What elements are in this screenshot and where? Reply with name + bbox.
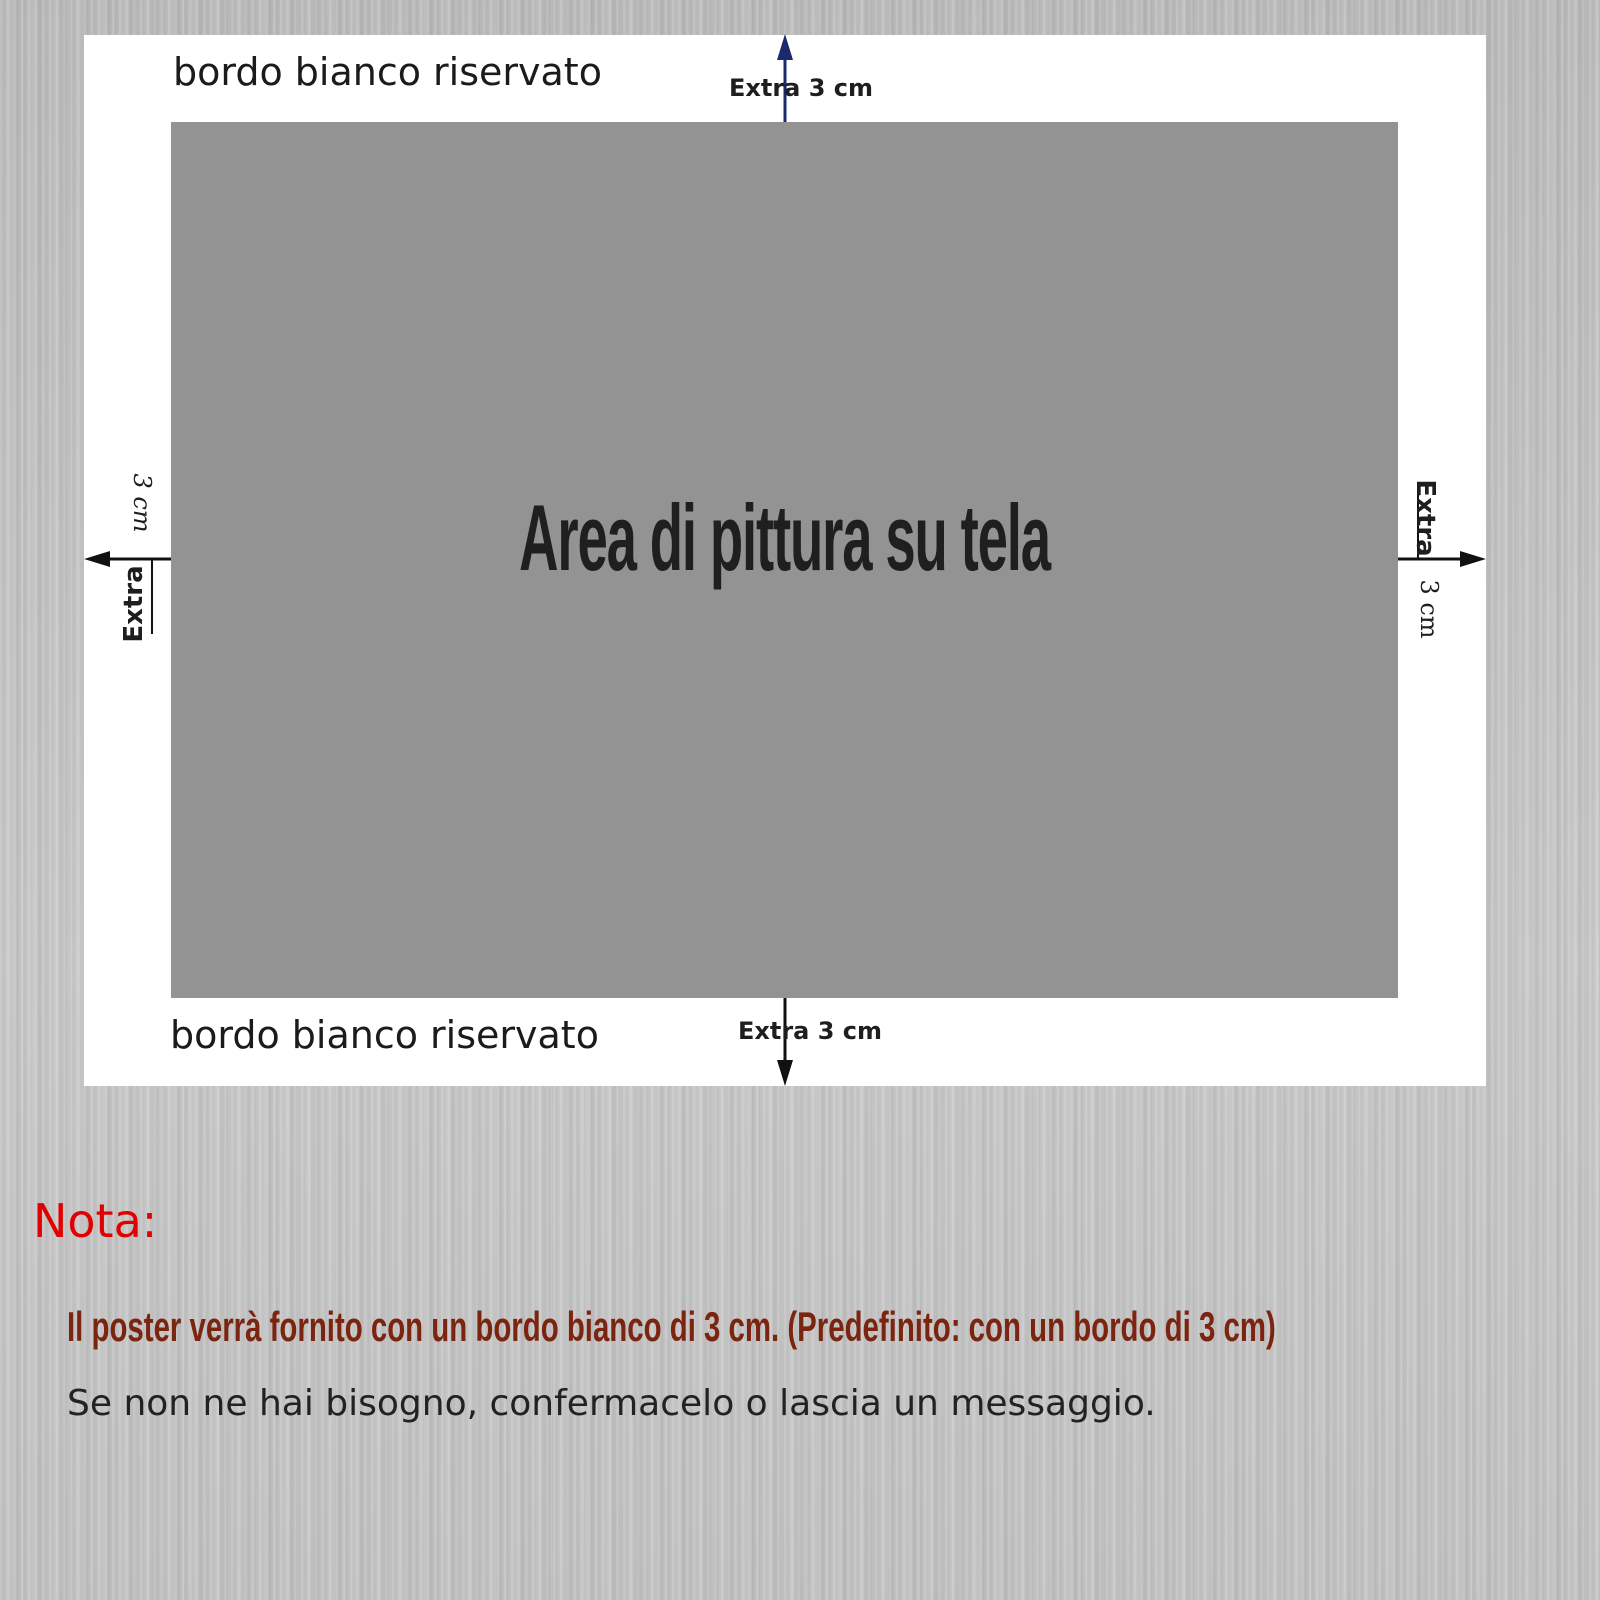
- extra-label-left-word: Extra: [119, 565, 149, 643]
- note-title: Nota:: [33, 1194, 158, 1248]
- canvas-area-label: Area di pittura su tela: [519, 485, 1050, 590]
- extra-label-top: Extra 3 cm: [729, 74, 874, 102]
- border-label-top: bordo bianco riservato: [173, 50, 602, 94]
- note-border-info: Il poster verrà fornito con un bordo bianco di 3 cm. (Predefinito: con un bordo di 3 cm): [67, 1303, 1276, 1350]
- extra-label-bottom: Extra 3 cm: [738, 1017, 883, 1045]
- extra-label-right-word: Extra: [1410, 479, 1440, 557]
- extra-label-left-size: 3 cm: [128, 473, 156, 533]
- note-instructions: Se non ne hai bisogno, confermacelo o lascia un messaggio.: [67, 1383, 1156, 1424]
- extra-label-right-size: 3 cm: [1415, 579, 1443, 639]
- border-label-bottom: bordo bianco riservato: [170, 1013, 599, 1057]
